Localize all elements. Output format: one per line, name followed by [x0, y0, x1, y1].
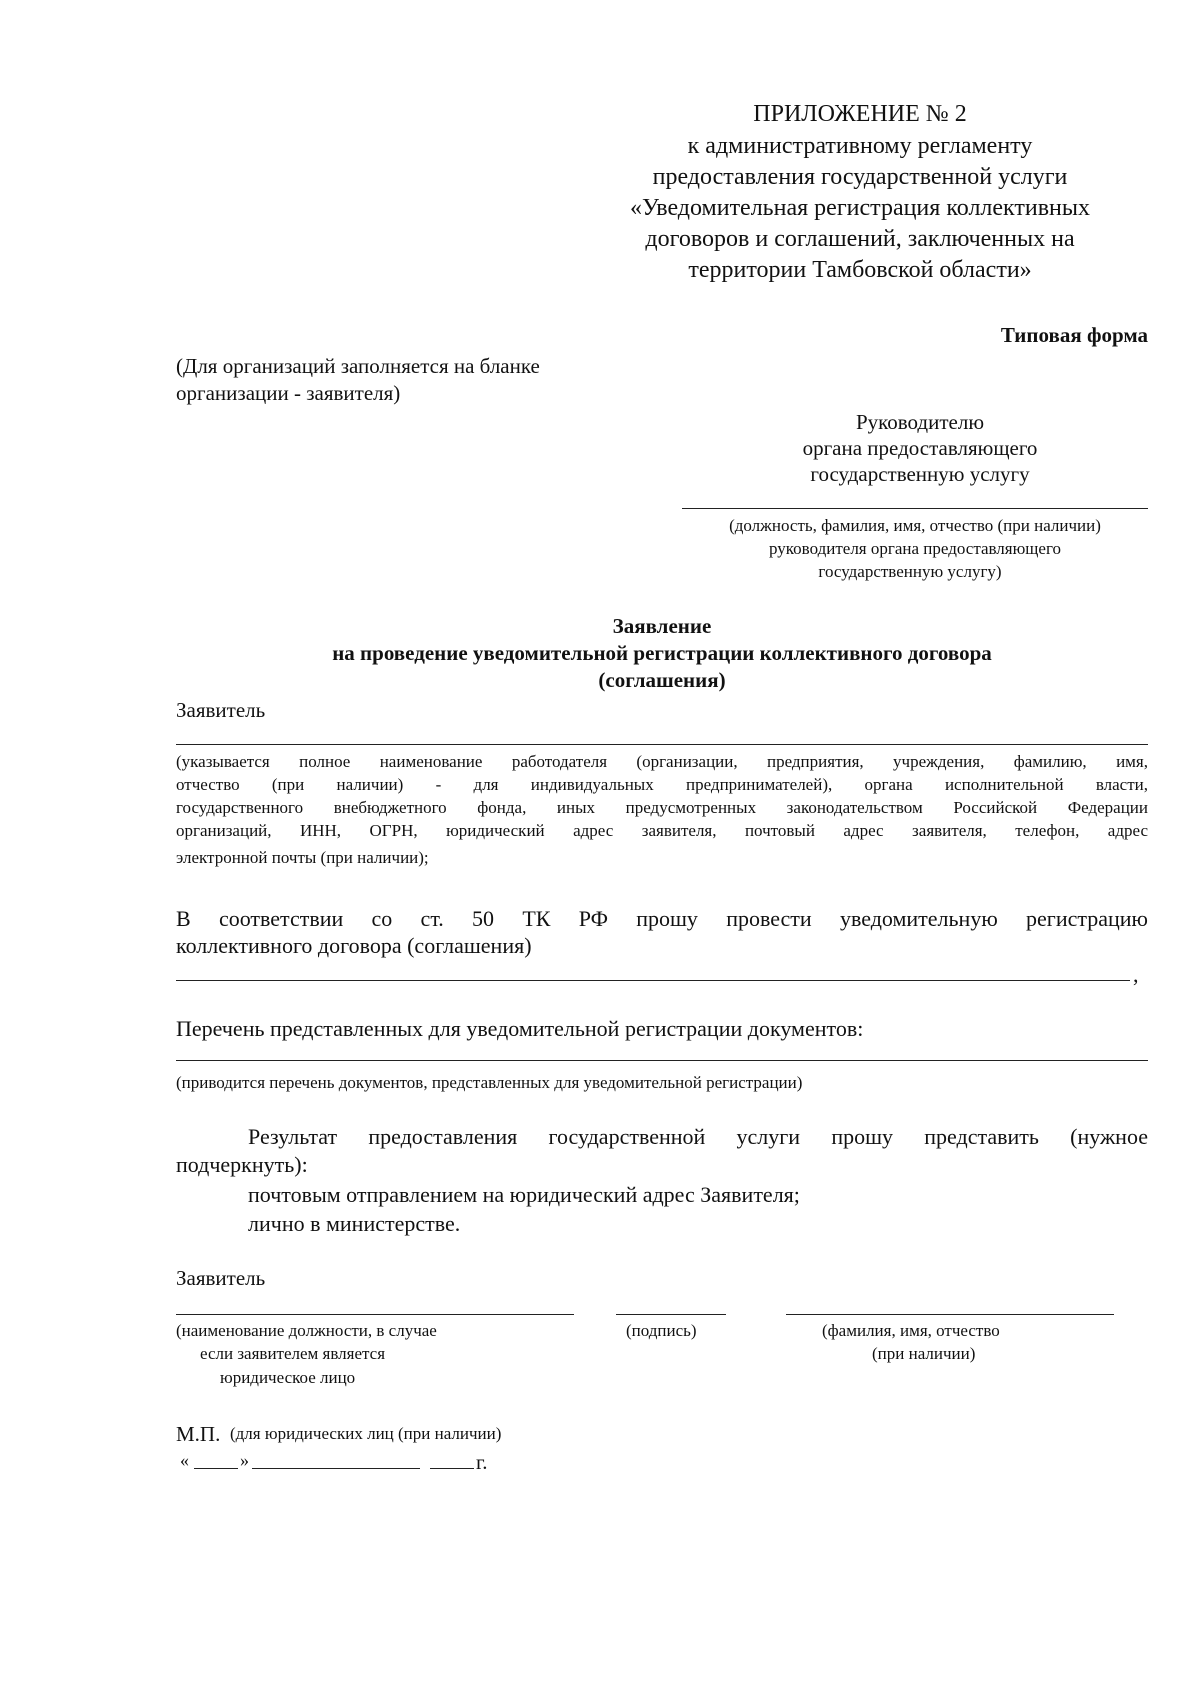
- document-subtitle-2: (соглашения): [598, 668, 726, 692]
- result-option-in-person[interactable]: лично в министерстве.: [248, 1211, 461, 1236]
- document-subtitle: на проведение уведомительной регистрации коллективного договора: [332, 641, 992, 665]
- applicant-hint-line-5: электронной почты (при наличии);: [176, 848, 429, 867]
- document-title: Заявление: [612, 614, 712, 638]
- applicant-fill-line[interactable]: [176, 744, 1148, 745]
- appendix-title: ПРИЛОЖЕНИЕ № 2: [753, 101, 967, 127]
- full-name-hint-line-1: (фамилия, имя, отчество: [822, 1321, 1000, 1340]
- position-hint-line-3: юридическое лицо: [220, 1368, 356, 1387]
- addressee-hint-line-2: руководителя органа предоставляющего: [769, 539, 1061, 558]
- applicant-hint-line-2: отчество (при наличии) - для индивидуальных предпринимателей), органа исполнительной власти,: [176, 775, 1148, 794]
- result-option-post[interactable]: почтовым отправлением на юридический адрес Заявителя;: [248, 1182, 800, 1207]
- full-name-fill-line[interactable]: [786, 1314, 1114, 1315]
- signature-applicant-label: Заявитель: [176, 1266, 266, 1290]
- full-name-hint-line-2: (при наличии): [872, 1344, 976, 1363]
- appendix-line-3: «Уведомительная регистрация коллективных: [629, 195, 1091, 221]
- date-month-fill-line[interactable]: [252, 1468, 420, 1469]
- applicant-hint-line-3: государственного внебюджетного фонда, иных предусмотренных законодательством Российской Федерации: [176, 798, 1148, 817]
- addressee-line-1: Руководителю: [855, 410, 985, 434]
- trailing-comma: ,: [1133, 962, 1139, 987]
- addressee-hint-line-3: государственную услугу): [818, 562, 1002, 581]
- documents-label: Перечень представленных для уведомительной регистрации документов:: [176, 1016, 864, 1041]
- form-type-label: Типовая форма: [1000, 323, 1148, 347]
- blank-note-line-1: (Для организаций заполняется на бланке: [176, 354, 540, 378]
- appendix-line-5: территории Тамбовской области»: [688, 257, 1032, 283]
- position-hint-line-1: (наименование должности, в случае: [176, 1321, 437, 1340]
- appendix-line-1: к административному регламенту: [687, 133, 1033, 159]
- applicant-label: Заявитель: [176, 698, 266, 722]
- documents-fill-line[interactable]: [176, 1060, 1148, 1061]
- stamp-label: М.П.: [176, 1422, 221, 1446]
- blank-note-line-2: организации - заявителя): [176, 381, 401, 405]
- position-fill-line[interactable]: [176, 1314, 574, 1315]
- result-line-1: Результат предоставления государственной услуги прошу представить (нужное: [248, 1124, 1148, 1149]
- date-open-quote: «: [180, 1450, 189, 1470]
- addressee-hint-line-1: (должность, фамилия, имя, отчество (при наличии): [729, 516, 1101, 535]
- signature-hint: (подпись): [626, 1321, 697, 1340]
- request-line-1: В соответствии со ст. 50 ТК РФ прошу провести уведомительную регистрацию: [176, 906, 1148, 931]
- addressee-line-2: органа предоставляющего: [802, 436, 1038, 460]
- applicant-hint-line-4: организаций, ИНН, ОГРН, юридический адрес заявителя, почтовый адрес заявителя, телефон, адрес: [176, 821, 1148, 840]
- appendix-line-2: предоставления государственной услуги: [652, 164, 1068, 190]
- applicant-hint-line-1: (указывается полное наименование работодателя (организации, предприятия, учреждения, фамилию, имя,: [176, 752, 1148, 771]
- date-year-suffix: г.: [476, 1450, 488, 1474]
- addressee-fill-line[interactable]: [682, 508, 1148, 509]
- stamp-note: (для юридических лиц (при наличии): [230, 1424, 502, 1443]
- agreement-name-fill-line[interactable]: [176, 980, 1130, 981]
- addressee-line-3: государственную услугу: [810, 462, 1030, 486]
- appendix-line-4: договоров и соглашений, заключенных на: [645, 226, 1075, 252]
- signature-fill-line[interactable]: [616, 1314, 726, 1315]
- request-line-2: коллективного договора (соглашения): [176, 933, 532, 958]
- date-close-quote: »: [240, 1450, 249, 1470]
- result-line-2: подчеркнуть):: [176, 1152, 308, 1177]
- documents-hint: (приводится перечень документов, представленных для уведомительной регистрации): [176, 1073, 803, 1092]
- position-hint-line-2: если заявителем является: [200, 1344, 386, 1363]
- date-year-fill-line[interactable]: [430, 1468, 474, 1469]
- date-day-fill-line[interactable]: [194, 1468, 238, 1469]
